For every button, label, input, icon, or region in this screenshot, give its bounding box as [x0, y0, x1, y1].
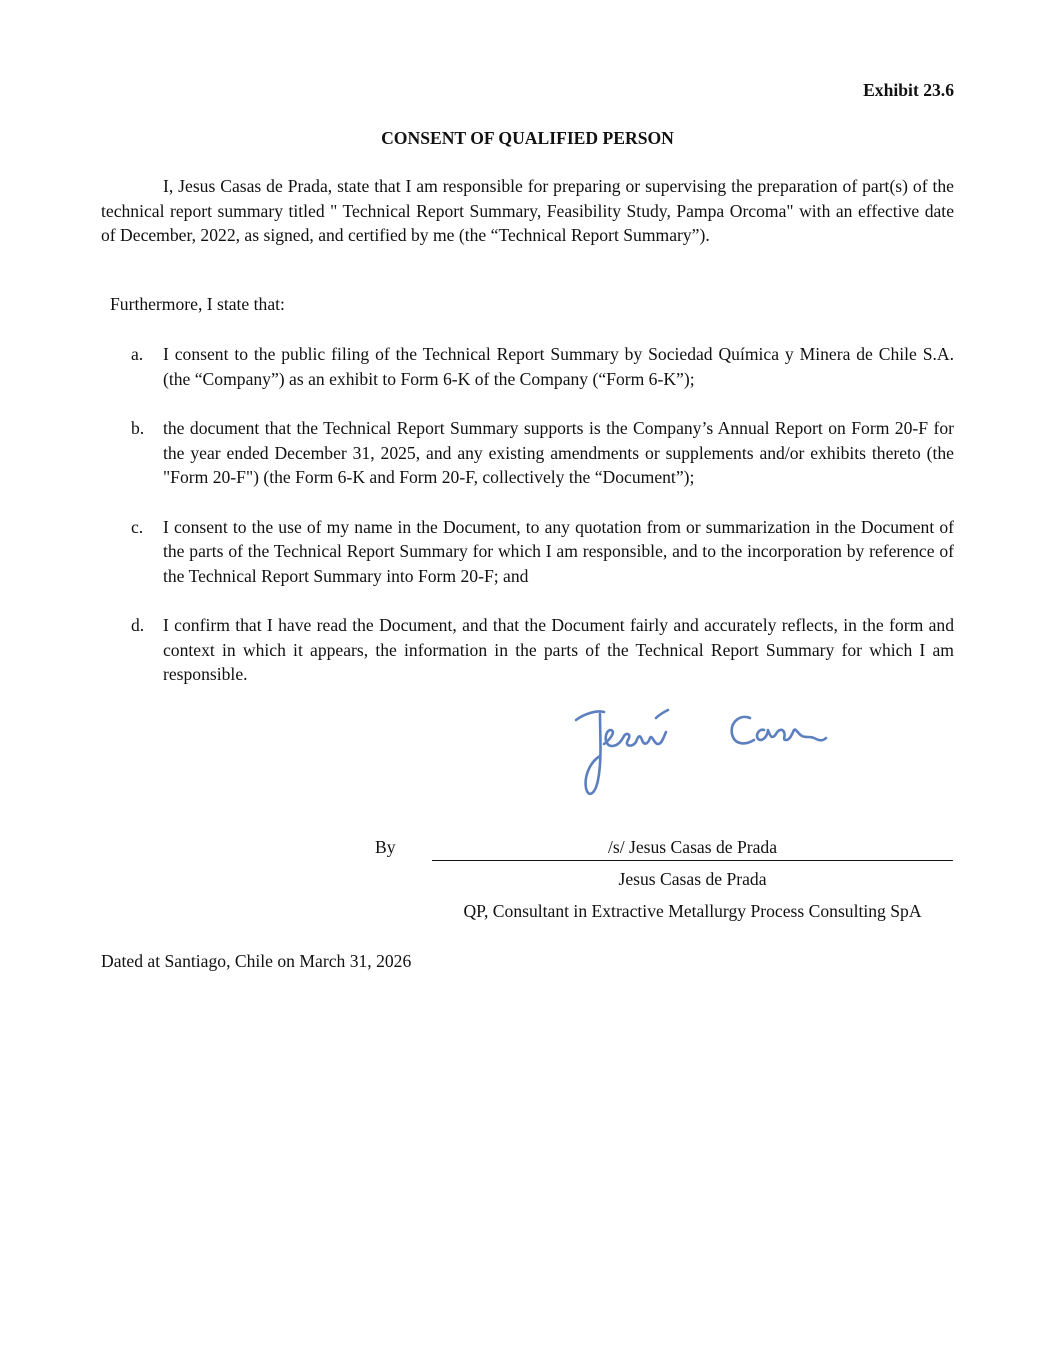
list-item-text: I confirm that I have read the Document, and that the Document fairly and accurately reflects, in the form and context in which it appears, the information in the parts of the Technical Report Summary for which I am responsible.: [163, 615, 954, 684]
signature-rule: [432, 860, 953, 861]
signed-line: /s/ Jesus Casas de Prada: [607, 837, 778, 857]
list-marker: a.: [131, 344, 144, 364]
consent-list: [101, 342, 954, 712]
list-marker: d.: [131, 615, 145, 635]
consent-item-c: [101, 515, 954, 589]
document-title: CONSENT OF QUALIFIED PERSON: [381, 128, 674, 148]
by-label: By: [375, 837, 396, 857]
signer-role: QP, Consultant in Extractive Metallurgy Process Consulting SpA: [463, 901, 922, 921]
intro-paragraph: I, Jesus Casas de Prada, state that I am responsible for preparing or supervising the preparation of part(s) of the technical report summary titled " Technical Report Summary, Feasibility Study, Pampa Orcoma" with an effective date of December, 2022, as signed, and certified by me (the “Technical Report Summary”).: [101, 176, 954, 245]
consent-item-d: [101, 613, 954, 687]
dated-line: Dated at Santiago, Chile on March 31, 2026: [101, 951, 412, 971]
furthermore-statement: Furthermore, I state that:: [110, 294, 285, 314]
exhibit-number: Exhibit 23.6: [863, 80, 954, 100]
list-item-text: I consent to the use of my name in the Document, to any quotation from or summarization in the Document of the parts of the Technical Report Summary for which I am responsible, and to the incorporation by reference of the Technical Report Summary into Form 20-F; and: [163, 516, 954, 586]
list-marker: c.: [131, 516, 144, 537]
consent-item-a: [101, 342, 954, 391]
list-item-text: I consent to the public filing of the Technical Report Summary by Sociedad Química y Minera de Chile S.A. (the “Company”) as an exhibit to Form 6-K of the Company (“Form 6-K”);: [163, 344, 954, 389]
consent-item-b: [101, 416, 954, 490]
list-marker: b.: [131, 418, 145, 438]
signer-name: Jesus Casas de Prada: [618, 869, 767, 889]
list-item-text: the document that the Technical Report Summary supports is the Company’s Annual Report on Form 20-F for the year ended December 31, 2025, and any existing amendments or supplements and/or exhibits thereto (the "Form 20-F") (the Form 6-K and Form 20-F, collectively the “Document”);: [163, 418, 954, 487]
handwritten-signature: [560, 700, 840, 800]
